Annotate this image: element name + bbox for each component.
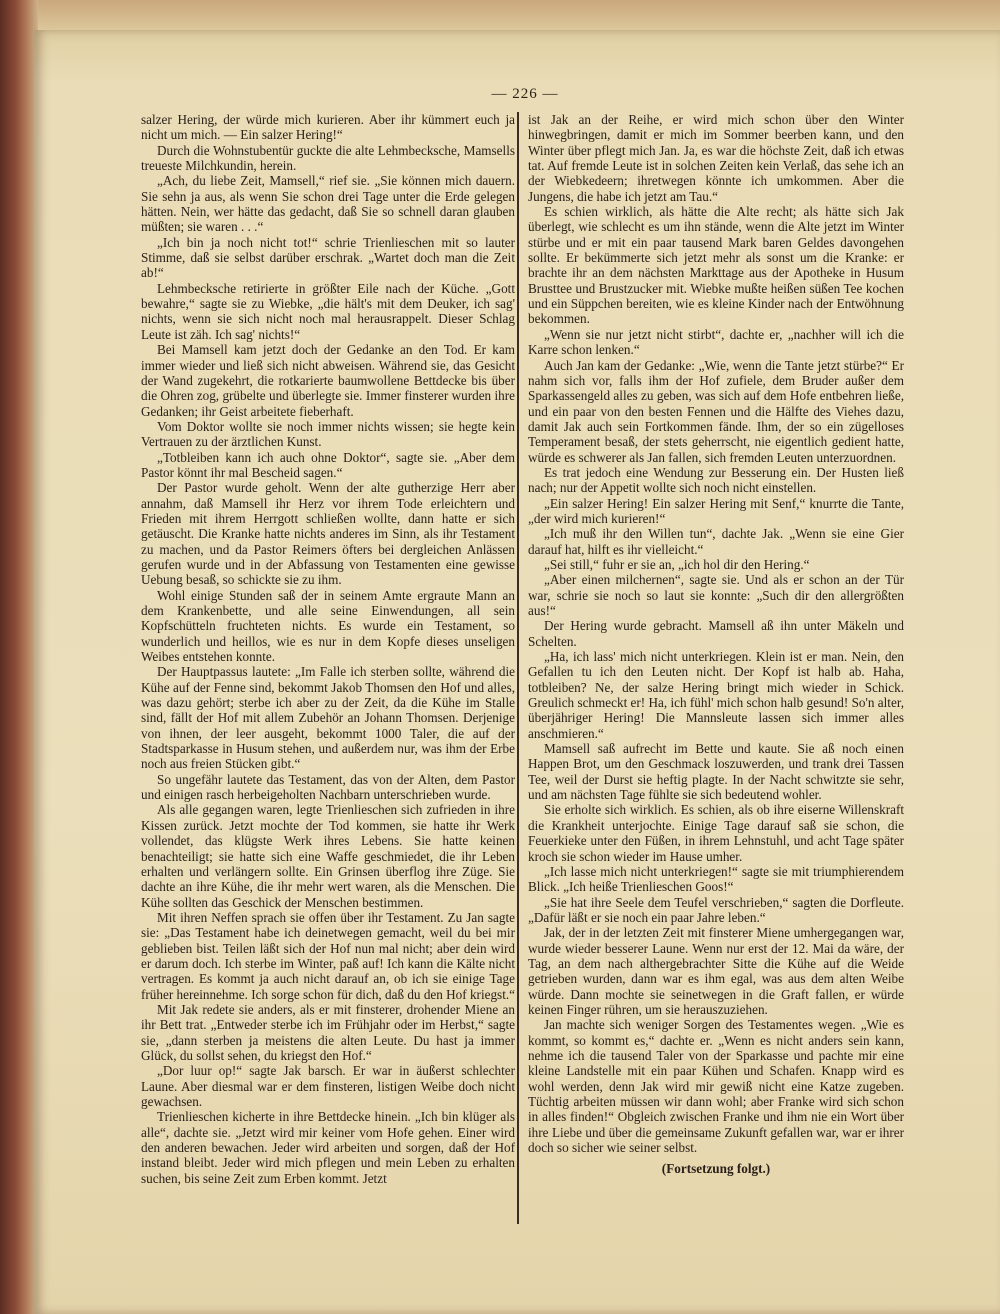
paragraph: Jak, der in der letzten Zeit mit finsterer Miene umhergegangen war, wurde wieder besserer Laune. Wenn nur erst der 12. Mai da wäre, der Tag, an dem nach althergebrachter Sitte die Kühe auf die Weide getrieben wurden, dann war es ihm egal, was aus dem alten Weibe würde. Dann mochte sie seinetwegen in die Graft fallen, er würde keinen Finger rühren, um sie herauszuziehen. — [528, 925, 904, 1017]
page-number: — 226 — — [491, 86, 559, 102]
paragraph: Trienlieschen kicherte in ihre Bettdecke hinein. „Ich bin klüger als alle“, dachte sie. „Jetzt wird mir keiner vom Hofe gehen. Einer wird den anderen bewachen. Jeder wird arbeiten und sorgen, daß der Hof instand bleibt. Jeder wird mich pflegen und mein Leben zu erhalten suchen, bis seine Zeit zum Erben kommt. Jetzt — [141, 1109, 515, 1186]
paragraph: „Aber einen milchernen“, sagte sie. Und als er schon an der Tür war, schrie sie noch so laut sie konnte: „Such dir den allergrößten aus!“ — [528, 572, 904, 618]
paragraph: „Ich lasse mich nicht unterkriegen!“ sagte sie mit triumphierendem Blick. „Ich heiße Trienlieschen Goos!“ — [528, 863, 904, 895]
paragraph: „Ha, ich lass' mich nicht unterkriegen. Klein ist er man. Nein, den Gefallen tu ich den Leuten nicht. Der Kopf ist halb ab. Haha, totbleiben? Ne, der salze Hering bringt mich wieder in Schick. Greulich schmeckt er! Ha, ich fühl' mich schon halb gesund! So'n alter, überjähriger Hering! Die Mannsleute lassen sich immer alles anschmieren.“ — [528, 649, 904, 741]
paragraph: „Ich muß ihr den Willen tun“, dachte Jak. „Wenn sie eine Gier darauf hat, hilft es ihr vielleicht.“ — [528, 526, 904, 557]
book-binding-edge — [0, 0, 38, 1314]
paragraph: Mit ihren Neffen sprach sie offen über ihr Testament. Zu Jan sagte sie: „Das Testament habe ich deinetwegen gemacht, weil du bei mir geblieben bist. Teilen läßt sich der Hof nun mal nicht; aber dein wird er darum doch. Ich sterbe im Winter, paß auf! Ich kann die Kälte nicht vertragen. Es kommt ja auch nicht darauf an, ob ich sie einige Tage früher hereinnehme. Ich sorge schon für dich, daß du den Hof kriegst.“ — [141, 909, 516, 1002]
scan-top-margin — [0, 0, 1000, 32]
paragraph: „Ich bin ja noch nicht tot!“ schrie Trienlieschen mit so lauter Stimme, daß sie selbst darüber erschrak. „Wartet doch man die Zeit ab!“ — [141, 234, 515, 281]
paragraph: ist Jak an der Reihe, er wird mich schon über den Winter hinwegbringen, damit er mich im Sommer beerben kann, und den Winter über pflegt mich Jan. Ja, es war die höchste Zeit, daß ich etwas tat. Auf fremde Leute ist in solchen Zeiten kein Verlaß, das sehe ich an der Wiebkedeern; ihretwegen könnte ich umkommen. Aber die Jungens, die habe ich jetzt am Tau.“ — [528, 112, 904, 204]
paragraph: „Dor luur op!“ sagte Jak barsch. Er war in äußerst schlechter Laune. Aber diesmal war er dem finsteren, listigen Weibe doch nicht gewachsen. — [141, 1063, 515, 1109]
paragraph: Mit Jak redete sie anders, als er mit finsterer, drohender Miene an ihr Bett trat. „Entweder sterbe ich im Frühjahr oder im Herbst,“ sagte sie, „dann sterben ja meistens die alten Leute. Du hast ja immer Glück, du sollst sehen, du kriegst den Hof.“ — [141, 1001, 515, 1063]
paragraph: Vom Doktor wollte sie noch immer nichts wissen; sie hegte kein Vertrauen zu der ärztlichen Kunst. — [141, 418, 515, 450]
left-text-column — [141, 112, 515, 1186]
paragraph: Durch die Wohnstubentür guckte die alte Lehmbecksche, Mamsells treueste Milchkundin, herein. — [141, 142, 515, 174]
paragraph: „Sie hat ihre Seele dem Teufel verschrieben,“ sagten die Dorfleute. „Dafür läßt er sie noch ein paar Jahre leben.“ — [528, 894, 904, 925]
paragraph: Es trat jedoch eine Wendung zur Besserung ein. Der Husten ließ nach; nur der Appetit wollte sich noch nicht einstellen. — [528, 464, 904, 496]
paragraph: Als alle gegangen waren, legte Trienlieschen sich zufrieden in ihre Kissen zurück. Jetzt mochte der Tod kommen, sie hatte ihr Werk vollendet, das klügste Werk ihres Lebens. Sie hatte keinen benachteiligt; sie hatte sich eine Waffe geschmiedet, die ihr Leben erhalten und verlängern sollte. Ein Grinsen überflog ihre Züge. Sie dachte an ihre Kühe, die ihr mehr wert waren, als die Menschen. Die Kühe sollten das Geschick der Menschen bestimmen. — [141, 802, 515, 910]
paragraph: „Sei still,“ fuhr er sie an, „ich hol dir den Hering.“ — [544, 556, 810, 572]
paragraph: Es schien wirklich, als hätte die Alte recht; als hätte sich Jak überlegt, wie schlecht es um ihn stände, wenn die Alte jetzt im Winter stürbe und er mit ein paar tausend Mark baren Geldes davongehen sollte. Er bekümmerte sich jetzt mehr als sonst um die Kranke: er brachte ihr an dem nächsten Markttage aus der Apotheke in Husum Brusttee und Brustzucker mit. Wiebke mußte heißen süßen Tee kochen und ein Süppchen bereiten, wie es kleine Kinder nach der Entwöhnung bekommen. — [528, 204, 904, 327]
paragraph: Wohl einige Stunden saß der in seinem Amte ergraute Mann an dem Krankenbette, und alle seine Einwendungen, all sein Kopfschütteln fruchteten nichts. Es wurde ein Testament, so wunderlich und heillos, wie es nur in dem Kopfe dieses unseligen Weibes entstehen konnte. — [141, 587, 515, 665]
continuation-note: (Fortsetzung folgt.) — [661, 1161, 771, 1177]
paragraph: „Totbleiben kann ich auch ohne Doktor“, sagte sie. „Aber dem Pastor könnt ihr mal Bescheid sagen.“ — [141, 449, 515, 480]
paragraph: „Wenn sie nur jetzt nicht stirbt“, dachte er, „nachher will ich die Karre schon lenken.“ — [528, 326, 904, 358]
paragraph: „Ein salzer Hering! Ein salzer Hering mit Senf,“ knurrte die Tante, „der wird mich kurieren!“ — [528, 495, 904, 526]
paragraph: Sie erholte sich wirklich. Es schien, als ob ihre eiserne Willenskraft die Krankheit unterjochte. Einige Tage darauf saß sie schon, die Feuerkieke unter den Füßen, in ihrem Lehnstuhl, und acht Tage später kroch sie schon wieder im Hause umher. — [528, 802, 904, 864]
paragraph: Lehmbecksche retirierte in größter Eile nach der Küche. „Gott bewahre,“ sagte sie zu Wiebke, „die hält's mit dem Deuker, ich sag' nichts, wenn sie sich nicht noch mal herausrappelt. Dieser Schlag Leute ist zäh. Ich sag' nichts!“ — [141, 280, 515, 342]
right-text-column — [528, 112, 904, 1177]
paragraph: Der Hauptpassus lautete: „Im Falle ich sterben sollte, während die Kühe auf der Fenne sind, bekommt Jakob Thomsen den Hof und alles, was dazu gehört; sterbe ich aber zu der Zeit, da die Kühe im Stalle sind, fällt der Hof mit allem Zubehör an Johann Thomsen. Derjenige von ihnen, der leer ausgeht, bekommt 1000 Taler, die auf der Stadtsparkasse in Husum stehen, und außerdem nur, was ihm der Erbe noch aus freien Stücken gibt.“ — [141, 664, 515, 772]
paragraph: Jan machte sich weniger Sorgen des Testamentes wegen. „Wie es kommt, so kommt es,“ dachte er. „Wenn es nicht anders sein kann, nehme ich die tausend Taler von der Sparkasse und pachte mir eine kleine Landstelle mit ein paar Kühen und Schafen. Knapp wird es wohl werden, denn Jak wird mir gewiß nicht eine Katze zugeben. Tüchtig arbeiten müssen wir dann wohl; aber Franke wird sich schon in alles finden!“ Obgleich zwischen Franke und ihm nie ein Wort über ihre Liebe und über die gemeinsame Zukunft gefallen war, war er ihrer doch so sicher wie seiner selbst. — [528, 1017, 904, 1156]
paragraph: So ungefähr lautete das Testament, das von der Alten, dem Pastor und einigen rasch herbeigeholten Nachbarn unterschrieben wurde. — [141, 771, 515, 803]
column-divider — [517, 112, 519, 1224]
paragraph: Der Hering wurde gebracht. Mamsell aß ihn unter Mäkeln und Schelten. — [528, 618, 904, 649]
paragraph: Der Pastor wurde geholt. Wenn der alte gutherzige Herr aber annahm, daß Mamsell ihr Herz vor ihrem Tode erleichtern und Frieden mit ihrem Herrgott schließen wollte, dann hatte er sich getäuscht. Die Kranke hatte nichts anderes im Sinn, als ihr Testament zu machen, und da Pastor Reimers öfters bei dergleichen Anlässen gerufen wurde und in der Abfassung von Testamenten eine gewisse Uebung besaß, so schickte sie zu ihm. — [141, 480, 515, 588]
paragraph: Auch Jan kam der Gedanke: „Wie, wenn die Tante jetzt stürbe?“ Er nahm sich vor, falls ihm der Hof zufiele, dem Bruder außer dem Sparkassengeld alles zu geben, was sich auf dem Hofe entbehren ließe, und ein paar von den besten Fennen und die Hälfte des Viehes dazu, damit Jak auch sein Fortkommen fände. Ihm, der so ein zügelloses Temperament besaß, der stets geherrscht, nie eigentlich gedient hatte, würde es schwerer als Jan fallen, sich fremden Leuten unterzuordnen. — [528, 357, 904, 465]
paragraph: salzer Hering, der würde mich kurieren. Aber ihr kümmert euch ja nicht um mich. — Ein salzer Hering!“ — [141, 112, 515, 143]
paragraph: Mamsell saß aufrecht im Bette und kaute. Sie aß noch einen Happen Brot, um den Geschmack loszuwerden, und trank drei Tassen Tee, weil der Durst sie heftig plagte. In der Nacht schwitzte sie sehr, und am nächsten Tage fühlte sie sich bedeutend wohler. — [528, 741, 904, 803]
paragraph: Bei Mamsell kam jetzt doch der Gedanke an den Tod. Er kam immer wieder und ließ sich nicht abweisen. Während sie, das Gesicht der Wand zugekehrt, die rotkarierte baumwollene Bettdecke bis über die Ohren zog, grübelte und überlegte sie. Immer finsterer wurden ihre Gedanken; ihr Geist arbeitete fieberhaft. — [141, 342, 515, 419]
paragraph: „Ach, du liebe Zeit, Mamsell,“ rief sie. „Sie können mich dauern. Sie sehn ja aus, als wenn Sie schon drei Tage unter die Erde gelegen hätten. Nein, wer hätte das gedacht, daß Sie so schnell daran glauben müßten; sie waren . . .“ — [141, 173, 515, 235]
